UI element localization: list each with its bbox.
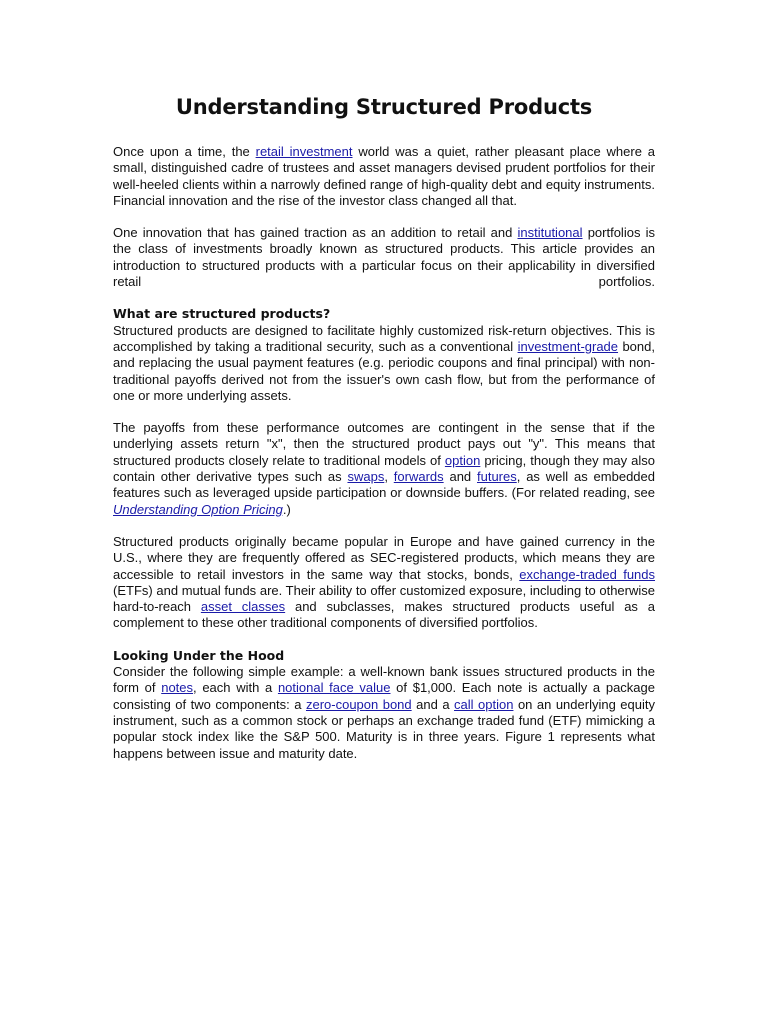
paragraph-popularity: Structured products originally became popular in Europe and have gained currency in the U.S., where they are frequently offered as SEC-registered products, which means they are accessible to retail investors in the same way that stocks, bonds, exchange-traded funds (ETFs) and mutual funds are. Their ability to offer customized exposure, including to otherwise hard-to-reach asset classes and subclasses, makes structured products useful as a complement to these other traditional components of diversified portfolios. — [113, 533, 656, 631]
link-institutional[interactable]: institutional — [517, 225, 583, 241]
link-swaps[interactable]: swaps — [347, 469, 385, 485]
link-understanding-option-pricing[interactable]: Understanding Option Pricing — [113, 501, 283, 517]
link-option[interactable]: option — [444, 452, 481, 468]
page-title: Understanding Structured Products — [175, 95, 593, 119]
link-notional-face-value[interactable]: notional face value — [277, 680, 391, 696]
section-heading-under-the-hood: Looking Under the Hood — [113, 647, 285, 663]
link-zero-coupon-bond[interactable]: zero-coupon bond — [305, 696, 412, 712]
link-retail-investment[interactable]: retail investment — [255, 144, 353, 159]
paragraph-example: Consider the following simple example: a well-known bank issues structured products in the form of notes, each with a notional face value of $1,000. Each note is actually a package consisting of two components: a zero-coupon bond and a call option on an underlying equity instrument, such as a common stock or perhaps an exchange traded fund (ETF) mimicking a popular stock index like the S&P 500. Maturity is in three years. Figure 1 represents what happens between issue and maturity date. — [113, 664, 655, 761]
link-call-option[interactable]: call option — [454, 696, 514, 712]
link-futures[interactable]: futures — [477, 469, 517, 485]
link-investment-grade[interactable]: investment-grade — [517, 338, 619, 354]
paragraph-payoffs: The payoffs from these performance outcomes are contingent in the sense that if the underlying assets return "x", then the structured product pays out "y". This means that structured products closely relate to traditional models of option pricing, though they may also contain other derivative types such as swaps, forwards and futures, as well as embedded features such as leveraged upside participation or downside buffers. (For related reading, see Understanding Option Pricing.) — [113, 420, 655, 517]
section-heading-what-are: What are structured products? — [113, 306, 331, 322]
link-forwards[interactable]: forwards — [393, 469, 444, 485]
link-exchange-traded-funds[interactable]: exchange-traded funds — [519, 566, 656, 582]
link-asset-classes[interactable]: asset classes — [200, 599, 286, 615]
paragraph-intro: Once upon a time, the retail investment world was a quiet, rather pleasant place where a small, distinguished cadre of trustees and asset managers devised prudent portfolios for their well-heeled clients within a narrowly defined range of high-quality debt and equity instruments. Financial innovation and the rise of the investor class changed all that. — [113, 144, 656, 208]
paragraph-innovation: One innovation that has gained traction as an addition to retail and institutional portfolios is the class of investments broadly known as structured products. This article provides an introduction to structured products with a particular focus on their applicability in diversified retail portfolios. — [113, 225, 655, 290]
paragraph-definition: Structured products are designed to facilitate highly customized risk-return objectives. This is accomplished by taking a traditional security, such as a conventional investment-grade bond, and replacing the usual payment features (e.g. periodic coupons and final principal) with non-traditional payoffs derived not from the issuer's own cash flow, but from the performance of one or more underlying assets. — [113, 322, 655, 403]
link-notes[interactable]: notes — [161, 680, 194, 696]
document-page — [113, 92, 655, 778]
